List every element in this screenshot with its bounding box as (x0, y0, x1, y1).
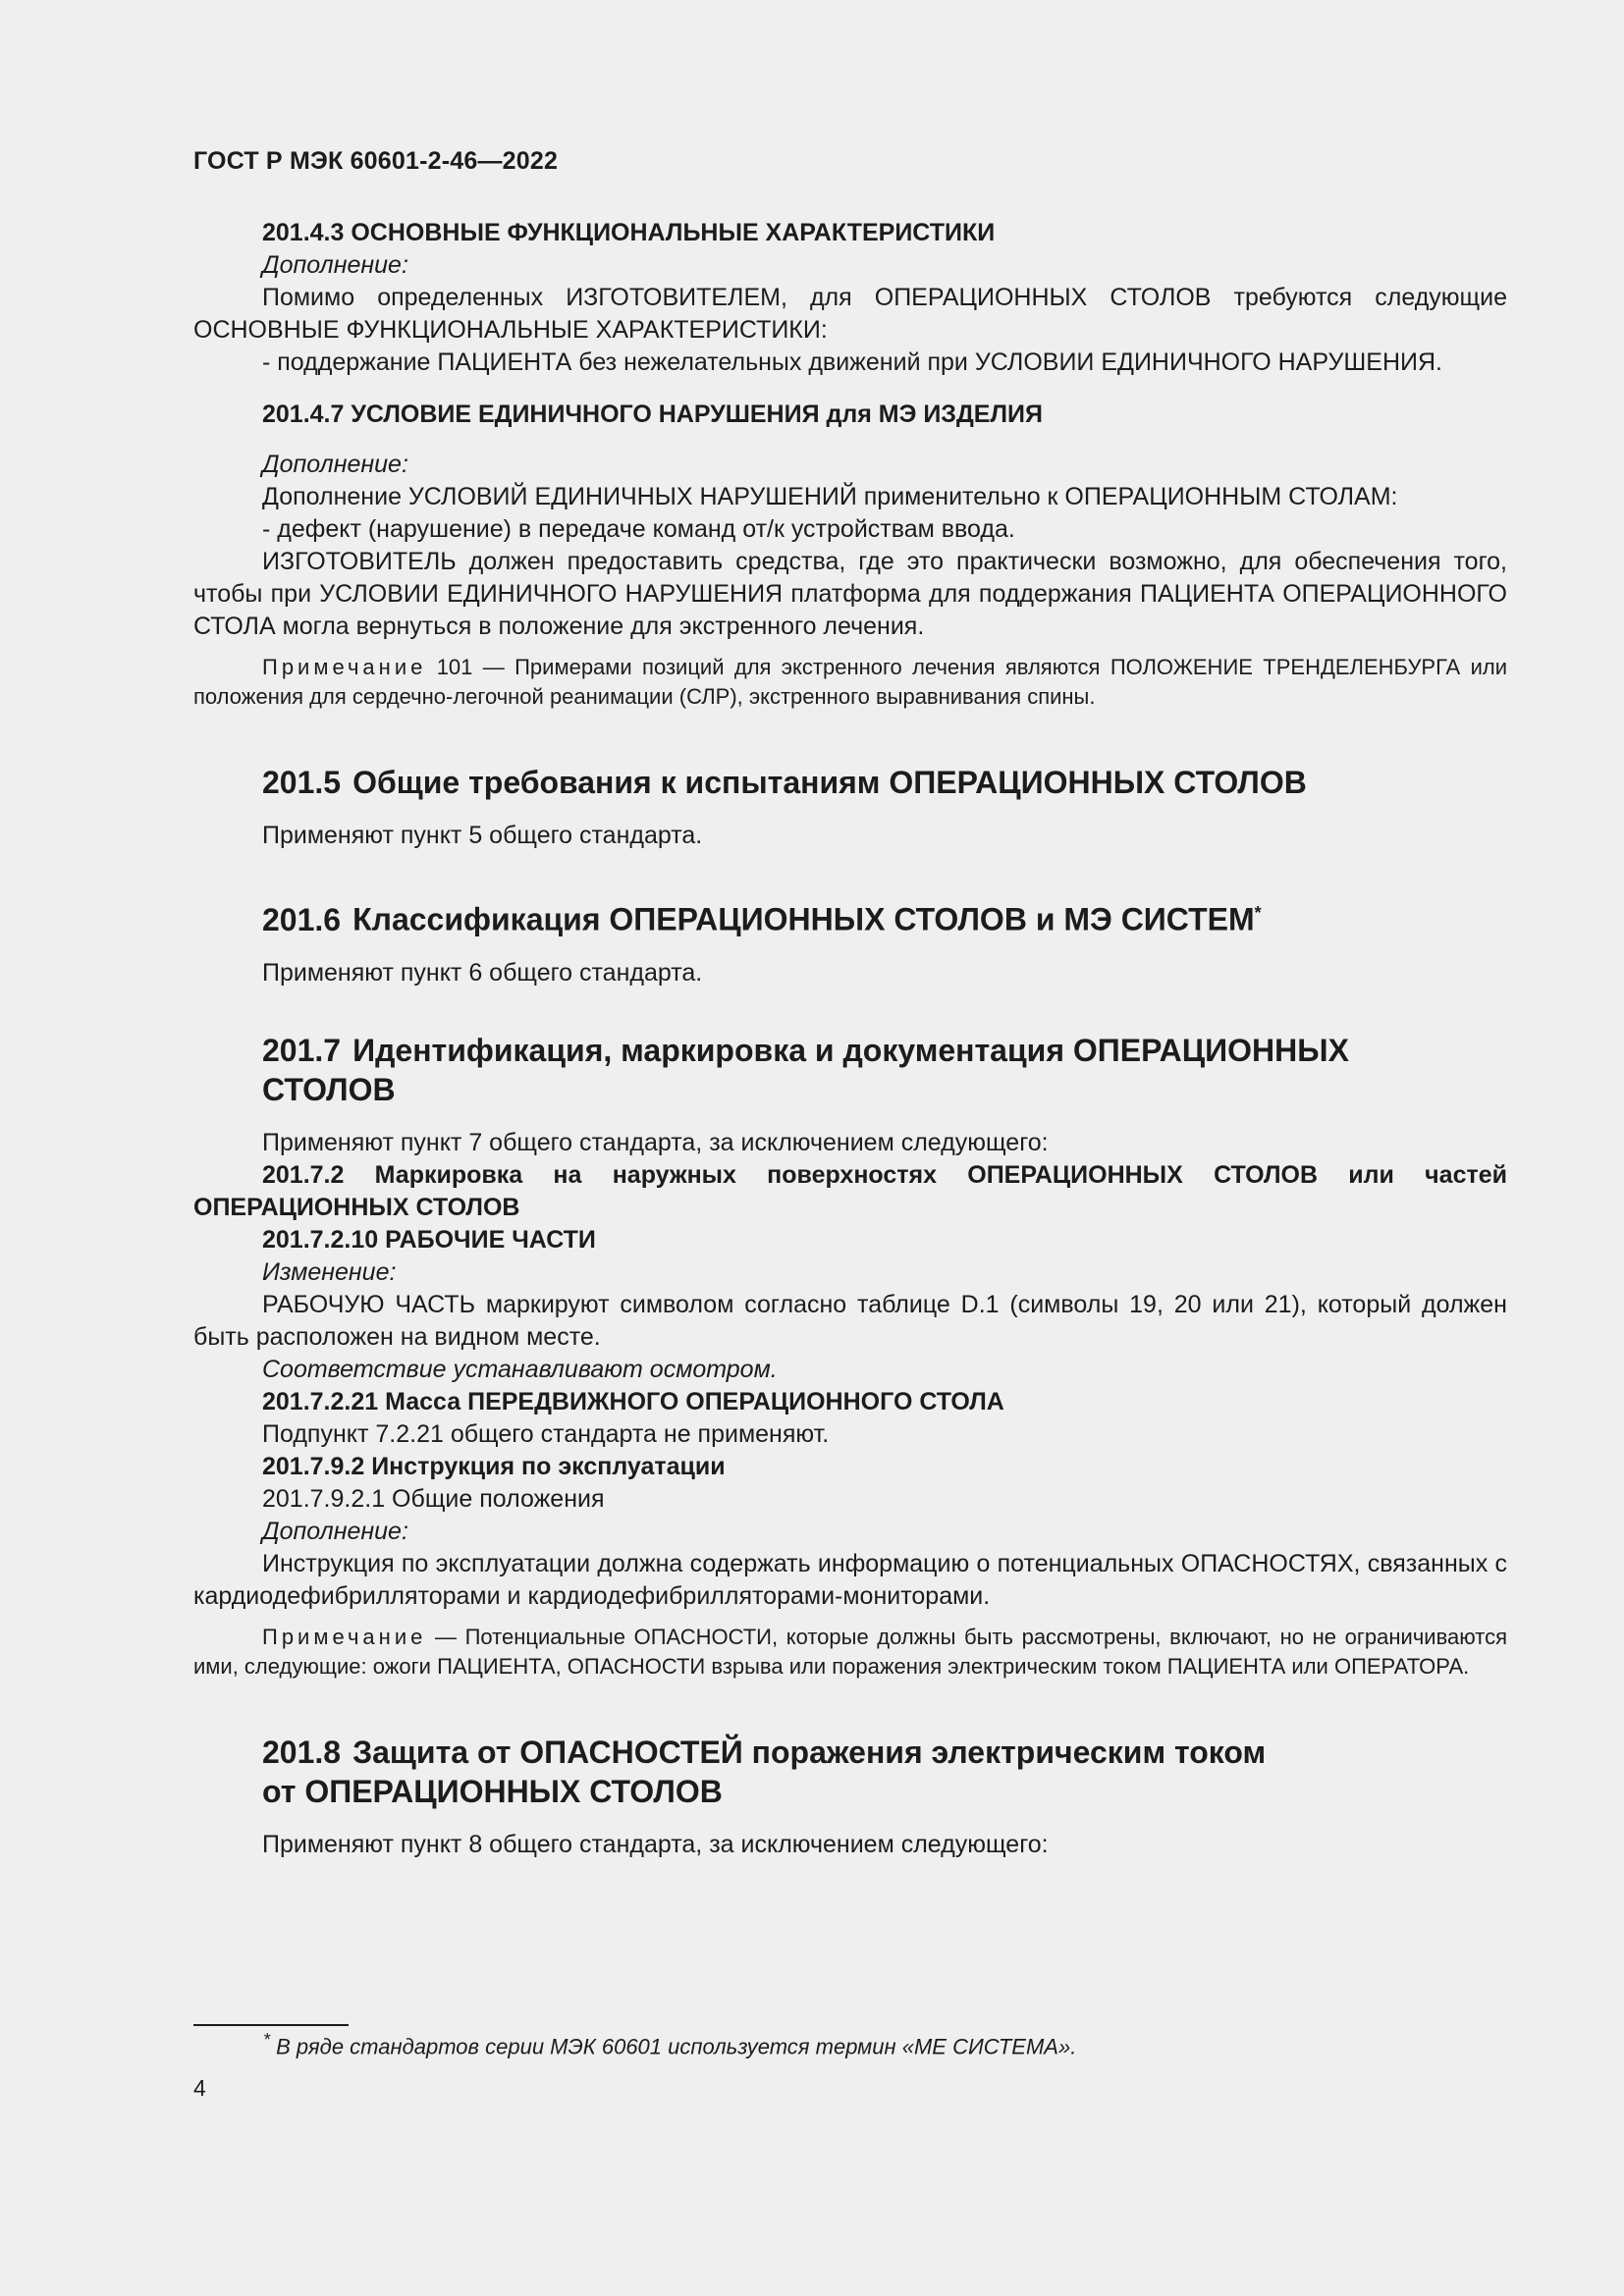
paragraph: ИЗГОТОВИТЕЛЬ должен предоставить средства, где это практически возможно, для обеспечения того, чтобы при УСЛОВИИ ЕДИНИЧНОГО НАРУШЕНИЯ платформа для поддержания ПАЦИЕНТА ОПЕРАЦИОННОГО СТОЛА могла вернуться в положение для экстренного лечения. (193, 548, 1507, 640)
section-201-5-heading (193, 763, 1507, 802)
section-201-7-heading (193, 1031, 1480, 1109)
footnote-text: В ряде стандартов серии МЭК 60601 используется термин «МЕ СИСТЕМА». (270, 2034, 1077, 2059)
paragraph: 201.7.9.2.1 Общие положения (262, 1484, 605, 1513)
subsection-201-7-2-title: 201.7.2 Маркировка на наружных поверхностях ОПЕРАЦИОННЫХ СТОЛОВ или частей ОПЕРАЦИОННЫХ СТОЛОВ (193, 1160, 1507, 1221)
document-header: ГОСТ Р МЭК 60601-2-46—2022 (193, 147, 559, 175)
subsection-201-7-2-21-title: 201.7.2.21 Масса ПЕРЕДВИЖНОГО ОПЕРАЦИОННОГО СТОЛА (262, 1387, 1004, 1415)
paragraph: Применяют пункт 8 общего стандарта, за исключением следующего: (262, 1830, 1049, 1858)
paragraph: Применяют пункт 6 общего стандарта. (262, 958, 703, 987)
paragraph: Применяют пункт 7 общего стандарта, за исключением следующего: (262, 1128, 1049, 1156)
footnote-rule (193, 2024, 349, 2026)
section-number: 201.5 (262, 765, 342, 800)
paragraph: Дополнение УСЛОВИЙ ЕДИНИЧНЫХ НАРУШЕНИЙ применительно к ОПЕРАЦИОННЫМ СТОЛАМ: (262, 483, 1398, 510)
footnote-marker: * (263, 2030, 271, 2050)
footnote-marker: * (1254, 903, 1262, 923)
section-201-6-heading (193, 893, 1507, 939)
section-number: 201.8 (262, 1734, 342, 1770)
addition-label: Дополнение: (262, 1517, 408, 1545)
note-text: — Потенциальные ОПАСНОСТИ, которые должны быть рассмотрены, включают, но не ограничиваются ими, следующие: ожоги ПАЦИЕНТА, ОПАСНОСТИ взрыва или поражения электрическим током ПАЦИЕНТА или ОПЕРАТОРА. (193, 1624, 1507, 1679)
section-title: Идентификация, маркировка и документация ОПЕРАЦИОННЫХ СТОЛОВ (262, 1032, 1349, 1107)
section-title-line (262, 1733, 1507, 1772)
paragraph: Подпункт 7.2.21 общего стандарта не применяют. (262, 1419, 830, 1448)
section-title: Общие требования к испытаниям ОПЕРАЦИОННЫХ СТОЛОВ (352, 765, 1307, 800)
section-number: 201.6 (262, 901, 342, 937)
note-text: 101 — Примерами позиций для экстренного лечения являются ПОЛОЖЕНИЕ ТРЕНДЕЛЕНБУРГА или положения для сердечно-легочной реанимации (СЛР), экстренного выравнивания спины. (193, 655, 1507, 709)
section-201-8-heading (193, 1733, 1507, 1811)
addition-label: Дополнение: (262, 451, 408, 478)
paragraph: Инструкция по эксплуатации должна содержать информацию о потенциальных ОПАСНОСТЯХ, связанных с кардиодефибрилляторами и кардиодефибрилляторами-мониторами. (193, 1549, 1507, 1610)
change-label: Изменение: (262, 1257, 397, 1286)
footnote (263, 2030, 1076, 2059)
section-number: 201.7 (262, 1032, 342, 1068)
section-201-4-3-title: 201.4.3 ОСНОВНЫЕ ФУНКЦИОНАЛЬНЫЕ ХАРАКТЕРИСТИКИ (262, 219, 996, 246)
compliance-text: Соответствие устанавливают осмотром. (262, 1355, 778, 1383)
note-label: Примечание (262, 1624, 427, 1649)
page-content (193, 147, 1507, 1861)
note (193, 653, 1507, 712)
note-label: Примечание (262, 655, 427, 679)
page-number: 4 (193, 2075, 206, 2101)
section-title: Классификация ОПЕРАЦИОННЫХ СТОЛОВ и МЭ СИСТЕМ (352, 901, 1255, 937)
subsection-201-7-2-10-title: 201.7.2.10 РАБОЧИЕ ЧАСТИ (262, 1225, 596, 1254)
paragraph: - дефект (нарушение) в передаче команд от/к устройствам ввода. (262, 515, 1015, 543)
paragraph: РАБОЧУЮ ЧАСТЬ маркируют символом согласно таблице D.1 (символы 19, 20 или 21), который должен быть расположен на видном месте. (193, 1290, 1507, 1351)
section-201-4-7-title: 201.4.7 УСЛОВИЕ ЕДИНИЧНОГО НАРУШЕНИЯ для МЭ ИЗДЕЛИЯ (262, 400, 1043, 428)
paragraph: Помимо определенных ИЗГОТОВИТЕЛЕМ, для ОПЕРАЦИОННЫХ СТОЛОВ требуются следующие ОСНОВНЫЕ ФУНКЦИОНАЛЬНЫЕ ХАРАКТЕРИСТИКИ: (193, 284, 1507, 344)
section-title: Защита от ОПАСНОСТЕЙ поражения электрическим током (352, 1734, 1267, 1770)
paragraph: - поддержание ПАЦИЕНТА без нежелательных движений при УСЛОВИИ ЕДИНИЧНОГО НАРУШЕНИЯ. (262, 348, 1442, 376)
addition-label: Дополнение: (262, 251, 408, 279)
note (193, 1623, 1507, 1682)
section-title-line: от ОПЕРАЦИОННЫХ СТОЛОВ (262, 1773, 723, 1809)
paragraph: Применяют пункт 5 общего стандарта. (262, 822, 703, 849)
subsection-201-7-9-2-title: 201.7.9.2 Инструкция по эксплуатации (262, 1452, 726, 1480)
